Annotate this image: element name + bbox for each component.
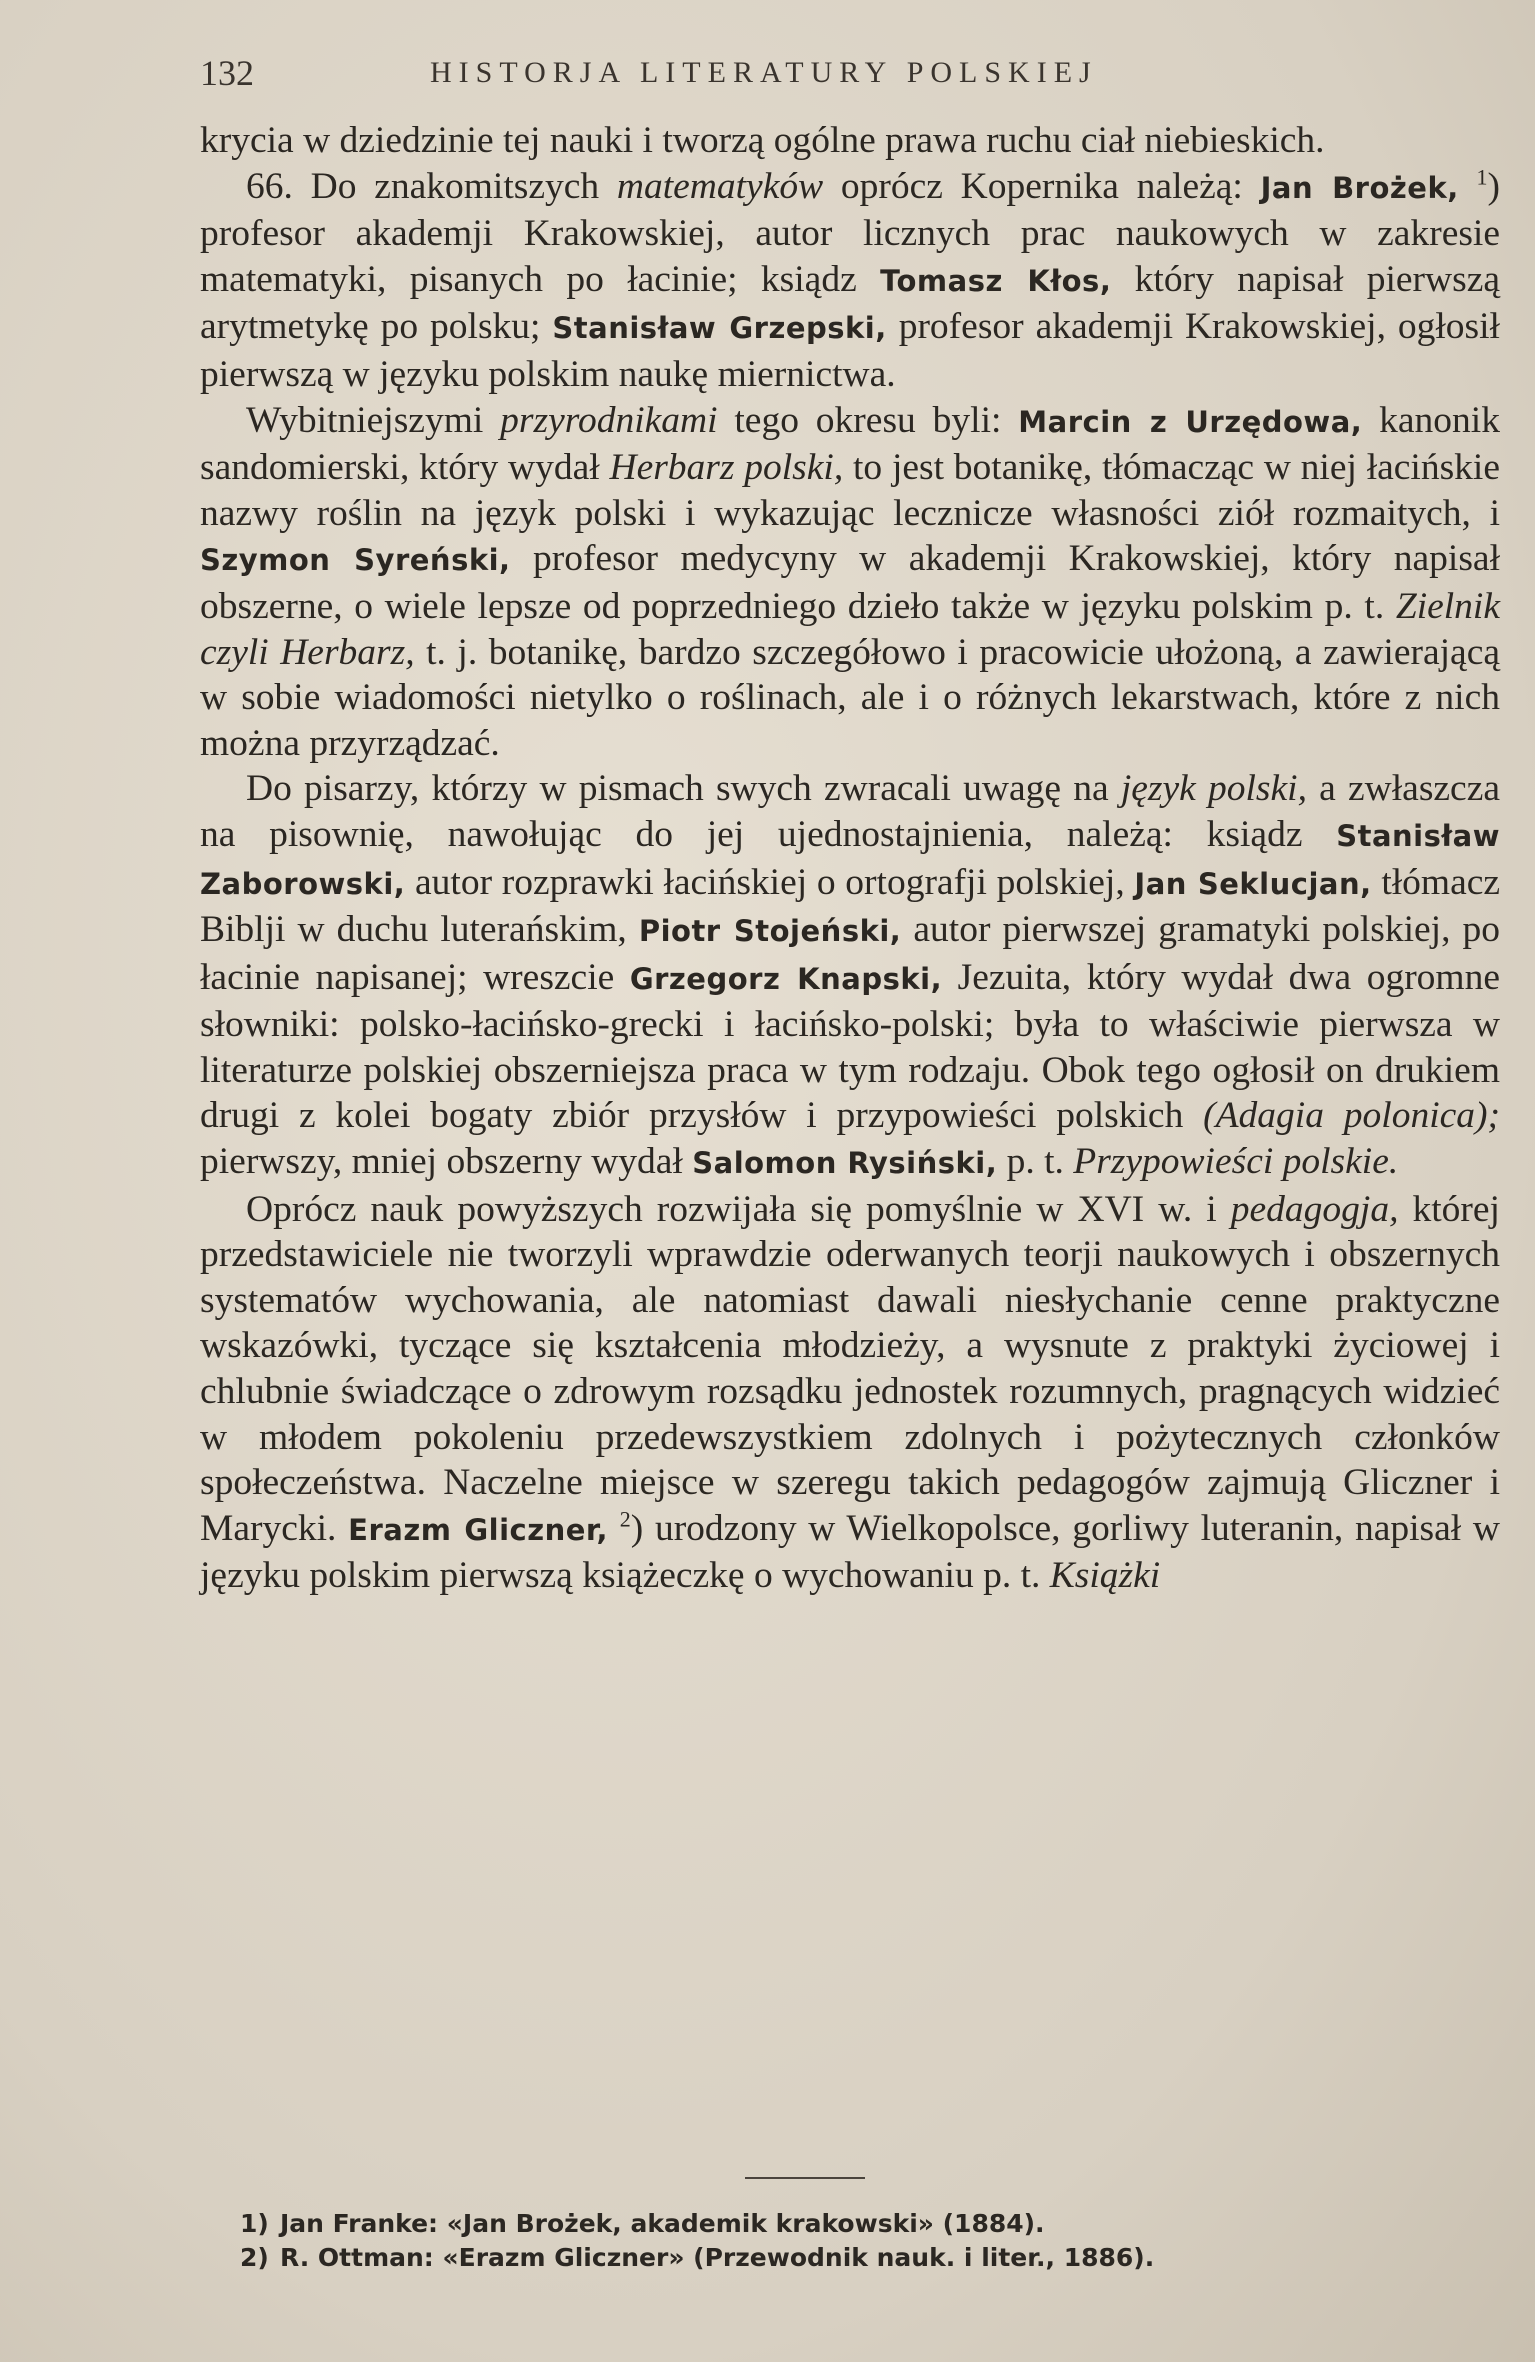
body-text — [200, 118, 1500, 1599]
italic-title: Zielnik czyli Herbarz, — [200, 585, 1500, 673]
paragraph-naturalists — [200, 398, 1500, 767]
text-run: Do pisarzy, którzy w pismach swych zwracali uwagę na — [246, 768, 1121, 810]
text-run: Jezuita, który wydał dwa ogromne słowniki: polsko-łacińsko-grecki i łacińsko-polski; była to właściwie pierwsza w literaturze polskiej obszerniejsza praca w tym rodzaju. Obok tego ogłosił on drukiem drugi z kolei bogaty zbiór przysłów i przypowieści polskich — [200, 956, 1500, 1137]
text-run: tłómacz Biblji w duchu luterańskim, — [200, 861, 1501, 951]
paragraph-mathematicians — [200, 164, 1500, 398]
person-name: Jan Brożek, — [1260, 170, 1459, 205]
text-run: 66. Do znakomitszych — [246, 165, 617, 207]
text-run: kanonik sandomierski, który wydał — [200, 399, 1500, 489]
person-name: Szymon Syreński, — [200, 543, 511, 578]
footnote-ref: 1 — [1476, 164, 1488, 190]
footnote-1 — [240, 2207, 1340, 2241]
italic-term: matematyków — [616, 165, 824, 207]
text-run: p. t. — [997, 1141, 1074, 1183]
text-run: t. j. botanikę, bardzo szczegółowo i pracowicie ułożoną, a zawierającą w sobie wiadomości nietylko o roślinach, ale i o różnych lekarstwach, które z nich można przyrządzać. — [200, 631, 1500, 764]
italic-term: język polski, — [1120, 768, 1307, 810]
text-run: autor rozprawki łacińskiej o ortografji polskiej, — [405, 861, 1135, 903]
person-name: Jan Seklucjan, — [1134, 866, 1372, 901]
person-name: Erazm Gliczner, — [348, 1512, 608, 1547]
text-run: pierwszy, mniej obszerny wydał — [200, 1141, 693, 1183]
footnote-mark: 1) — [240, 2209, 269, 2238]
footnotes — [240, 2207, 1340, 2275]
text-run: to jest botanikę, tłómacząc w niej łacińskie nazwy roślin na język polski i wykazując lecznicze własności ziół rozmaitych, i — [200, 447, 1500, 534]
person-name: Grzegorz Knapski, — [629, 961, 943, 996]
page-header — [200, 52, 1500, 112]
text-run: której przedstawiciele nie tworzyli wprawdzie oderwanych teorji naukowych i obszernych systematów wychowania, ale natomiast dawali niesłychanie cenne praktyczne wskazówki, tyczące się kształcenia młodzieży, a wysnute z praktyki życiowej i chlubnie świadczące o zdrowym rozsądku jednostek rozumnych, pragnących widzieć w młodem pokoleniu przedewszystkiem zdolnych i pożytecznych członków społeczeństwa. Naczelne miejsce w szeregu takich pedagogów zajmują Gliczner i Marycki. — [200, 1188, 1500, 1549]
person-name: Marcin z Urzędowa, — [1018, 404, 1363, 439]
text-run: autor pierwszej gramatyki polskiej, po łacinie napisanej; wreszcie — [200, 909, 1501, 998]
text-run: ) profesor akademji Krakowskiej, autor licznych prac naukowych w zakresie matematyki, pisanych po łacinie; ksiądz — [200, 165, 1501, 300]
person-name: Tomasz Kłos, — [880, 263, 1112, 298]
text-run: tego okresu byli: — [717, 399, 1019, 441]
footnote-text: Jan Franke: «Jan Brożek, akademik krakowski» (1884). — [280, 2209, 1045, 2238]
text-run: Oprócz nauk powyższych rozwijała się pomyślnie w XVI w. i — [246, 1188, 1231, 1230]
person-name: Stanisław Zaborowski, — [200, 818, 1500, 901]
text-run: oprócz Kopernika należą: — [823, 165, 1261, 207]
text-run: a zwłaszcza na pisownię, nawołując do jej ujednostajnienia, należą: ksiądz — [200, 768, 1500, 855]
page-number: 132 — [200, 53, 254, 93]
person-name: Salomon Rysiński, — [692, 1146, 998, 1181]
person-name: Piotr Stojeński, — [638, 914, 902, 949]
footnote-2 — [240, 2241, 1340, 2275]
paragraph-pedagogy — [200, 1187, 1500, 1599]
italic-title: Przypowieści polskie. — [1073, 1141, 1399, 1183]
footnote-divider — [745, 2177, 865, 2179]
text-run: krycia w dziedzinie tej nauki i tworzą ogólne prawa ruchu ciał niebieskich. — [200, 120, 1325, 161]
italic-term: przyrodnikami — [500, 399, 718, 441]
text-run: Wybitniejszymi — [246, 399, 501, 441]
italic-term: pedagogja, — [1230, 1188, 1399, 1230]
footnote-ref: 2 — [619, 1506, 631, 1532]
running-title: HISTORJA LITERATURY POLSKIEJ — [430, 56, 1098, 89]
footnote-text: R. Ottman: «Erazm Gliczner» (Przewodnik nauk. i liter., 1886). — [280, 2243, 1155, 2272]
text-run: ) urodzony w Wielkopolsce, gorliwy luteranin, napisał w języku polskim pierwszą książeczkę o wychowaniu p. t. — [200, 1507, 1500, 1597]
footnote-mark: 2) — [240, 2243, 269, 2272]
text-run: profesor medycyny w akademji Krakowskiej, który napisał obszerne, o wiele lepsze od poprzedniego dzieło także w języku polskim p. t. — [200, 538, 1500, 627]
text-run: który napisał pierwszą arytmetykę po polsku; — [200, 258, 1500, 348]
italic-title: (Adagia polonica); — [1203, 1095, 1500, 1137]
person-name: Stanisław Grzepski, — [552, 311, 887, 346]
italic-title: Książki — [1049, 1555, 1161, 1597]
paragraph-language-writers — [200, 766, 1500, 1186]
text-run: profesor akademji Krakowskiej, ogłosił pierwszą w języku polskim naukę miernictwa. — [200, 306, 1500, 395]
paragraph-continuation — [200, 118, 1500, 164]
italic-title: Herbarz polski, — [609, 447, 844, 489]
